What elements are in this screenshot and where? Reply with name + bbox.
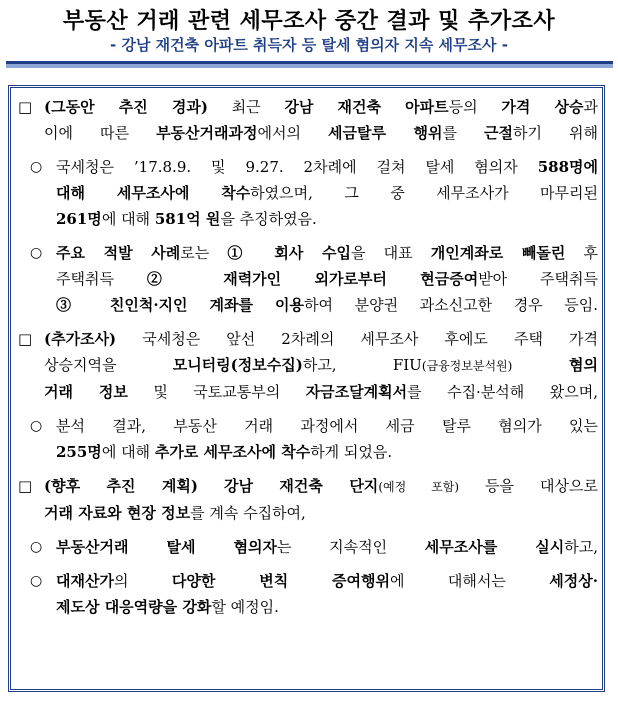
circle-bullet: ○ — [30, 539, 43, 555]
text-run: (예정 포함) — [378, 480, 460, 494]
text-run: 를 — [442, 124, 485, 142]
bullet-item — [18, 240, 598, 318]
text-run: 강남 재건축 단지 — [224, 477, 379, 495]
text-line — [56, 594, 598, 620]
text-line — [44, 94, 598, 120]
text-run: 후 — [565, 244, 599, 262]
text-run: 에 대해 — [101, 210, 155, 228]
text-run: 다양한 변칙 증여행위 — [171, 572, 391, 590]
text-run: 대해 세무조사에 착수 — [56, 184, 251, 202]
text-run: 581억 원 — [154, 210, 221, 228]
text-run: 로는 — [180, 244, 228, 262]
text-run: 하였으며, 그 중 세무조사가 마무리된 — [250, 184, 598, 202]
square-bullet: □ — [18, 330, 33, 348]
bullet-item — [18, 534, 598, 560]
text-run: 하여 분양권 과소신고한 경우 등임. — [304, 296, 598, 314]
content-body — [18, 94, 598, 628]
text-run: 세정상· — [549, 572, 598, 590]
bullet-item — [18, 413, 598, 465]
text-run: 에서의 — [257, 124, 329, 142]
text-run: 과 — [583, 98, 598, 116]
text-run: 대재산가 — [56, 572, 114, 590]
square-bullet: □ — [18, 98, 33, 116]
page-title: 부동산 거래 관련 세무조사 중간 결과 및 추가조사 — [62, 9, 556, 34]
bullet-item — [18, 568, 598, 620]
text-run: 하고, — [564, 538, 598, 556]
text-run: 하게 되었음. — [310, 443, 393, 461]
text-run: 분석 결과, 부동산 거래 과정에서 세금 탈루 혐의가 있는 — [56, 417, 598, 435]
text-run: 국세청은 앞선 2차례의 세무조사 후에도 주택 가격 — [116, 330, 598, 348]
section-progress — [18, 94, 598, 146]
text-run: 등을 대상으로 — [459, 477, 598, 495]
text-run: 및 국토교통부의 — [127, 383, 306, 401]
text-line — [56, 154, 598, 180]
text-run: 부동산거래과정 — [156, 124, 258, 142]
text-line — [44, 473, 598, 500]
text-run: (금융정보분석원) — [421, 359, 513, 373]
text-run: 을 추징하였음. — [220, 210, 317, 228]
text-line — [44, 379, 598, 405]
text-run: 세무조사를 실시 — [424, 538, 565, 556]
circle-bullet: ○ — [30, 573, 43, 589]
text-line — [56, 439, 598, 465]
bullet-item — [18, 154, 598, 232]
text-run: 거래 정보 — [44, 383, 128, 401]
text-run: 상승지역을 — [44, 356, 173, 374]
section-future-plan — [18, 473, 598, 526]
text-run: 추가로 세무조사에 착수 — [154, 443, 311, 461]
text-run: 모니터링(정보수집) — [172, 356, 303, 374]
document-header — [0, 0, 618, 64]
text-run: 261명 — [56, 210, 102, 228]
header-rule-light — [6, 64, 613, 68]
text-line — [56, 534, 598, 560]
text-line — [56, 568, 598, 594]
section-additional-investigation — [18, 326, 598, 405]
text-run: 가격 상승 — [501, 98, 584, 116]
text-run: 세금탈루 행위 — [328, 124, 443, 142]
circle-bullet: ○ — [30, 245, 43, 261]
text-run: 거래 자료와 현장 정보 — [44, 504, 191, 522]
text-run: 을 대표 — [350, 244, 431, 262]
text-run: 이에 따른 — [44, 124, 157, 142]
text-run: 근절 — [484, 124, 513, 142]
text-run: (추가조사) — [44, 330, 117, 348]
text-run — [198, 477, 224, 495]
text-run: 부동산거래 탈세 혐의자 — [56, 538, 278, 556]
text-run: 혐의 — [512, 356, 599, 374]
text-line — [56, 206, 598, 232]
text-run: 의 — [113, 572, 172, 590]
text-run: ② 재력가인 외가로부터 현금증여 — [146, 270, 479, 288]
text-run: 강남 재건축 아파트 — [284, 98, 449, 116]
text-line — [44, 120, 598, 146]
text-run: 588명에 — [537, 158, 598, 176]
text-line — [56, 413, 598, 439]
text-run: 주요 적발 사례 — [56, 244, 181, 262]
text-line — [44, 326, 598, 352]
text-run: 는 지속적인 — [277, 538, 425, 556]
page-subtitle: - 강남 재건축 아파트 취득자 등 탈세 혐의자 지속 세무조사 - — [110, 36, 508, 54]
text-run: 를 계속 수집하여, — [190, 504, 306, 522]
text-run: 등의 — [448, 98, 502, 116]
circle-bullet: ○ — [30, 159, 43, 175]
text-run: 하고, FIU — [302, 356, 422, 374]
text-run: ③ 친인척·지인 계좌를 이용 — [56, 296, 305, 314]
text-run: ① 회사 수입 — [227, 244, 351, 262]
text-run: 자금조달계획서 — [305, 383, 408, 401]
text-line — [56, 266, 598, 292]
text-run: 받아 주택취득 — [478, 270, 598, 288]
text-run: 개인계좌로 빼돌린 — [430, 244, 566, 262]
text-run: 를 수집·분석해 왔으며, — [407, 383, 598, 401]
text-line — [56, 240, 598, 266]
text-run: 최근 — [207, 98, 285, 116]
text-run: (그동안 추진 경과) — [44, 98, 208, 116]
text-line — [56, 180, 598, 206]
text-run: 255명 — [56, 443, 102, 461]
text-run: 할 예정임. — [211, 598, 279, 616]
square-bullet: □ — [18, 477, 33, 495]
text-line — [44, 500, 598, 526]
text-line — [56, 292, 598, 318]
text-run: 주택취득 — [56, 270, 147, 288]
text-run: 에 대해서는 — [390, 572, 550, 590]
circle-bullet: ○ — [30, 418, 43, 434]
text-run: 제도상 대응역량을 강화 — [56, 598, 212, 616]
text-line — [44, 352, 598, 379]
text-run: (향후 추진 계획) — [44, 477, 199, 495]
text-run: 에 대해 — [101, 443, 155, 461]
text-run: 하기 위해 — [513, 124, 599, 142]
text-run: 국세청은 ’17.8.9. 및 9.27. 2차례에 걸쳐 탈세 혐의자 — [56, 158, 538, 176]
